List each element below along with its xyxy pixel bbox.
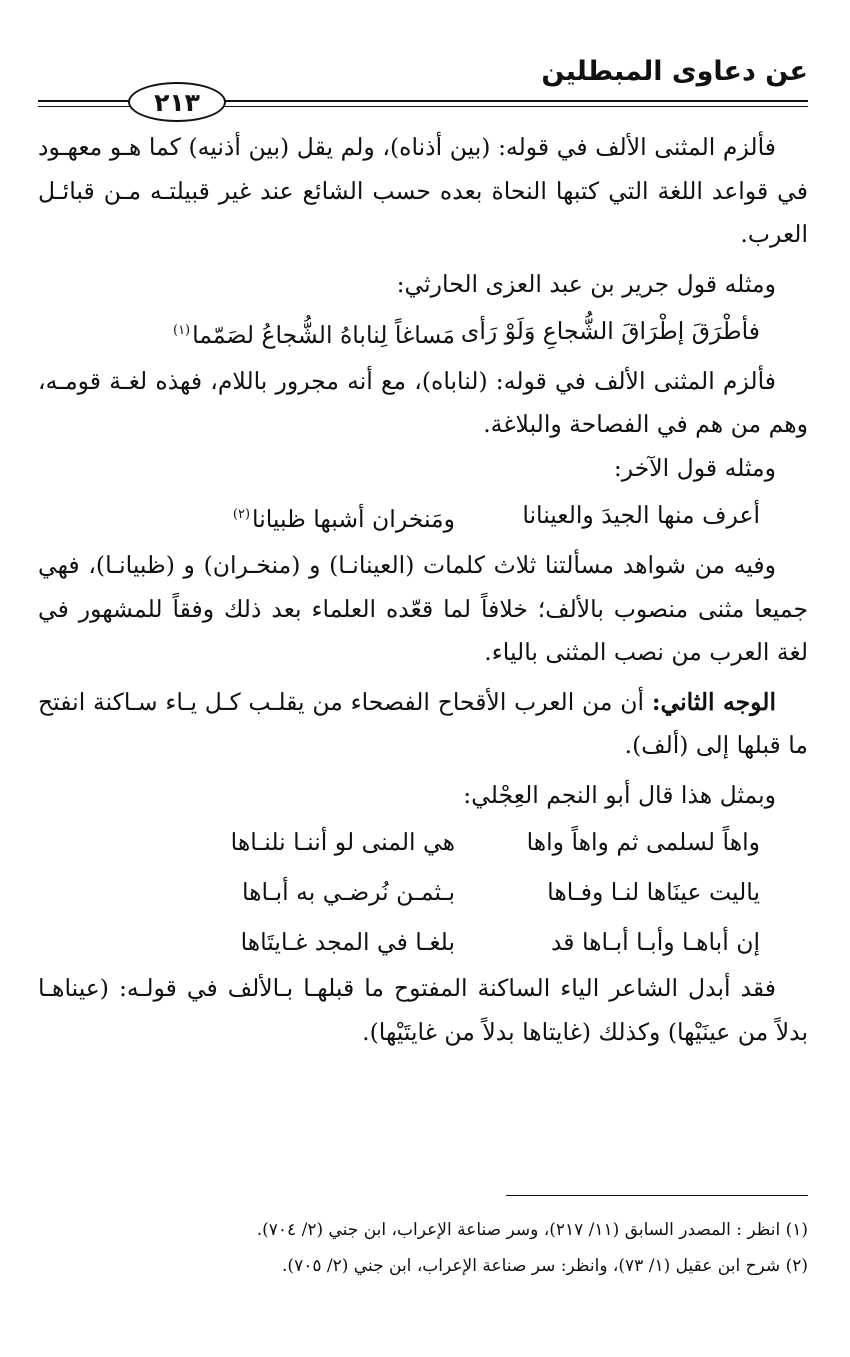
verse-hemistich-second — [145, 306, 455, 360]
footnote-separator — [506, 1195, 808, 1196]
paragraph: وبمثل هذا قال أبو النجم العِجْلي: — [463, 780, 776, 809]
paragraph: ومثله قول الآخر: — [613, 453, 776, 482]
verse-hemistich-first: فأطْرَقَ إطْرَاقَ الشُّجاعِ وَلَوْ رَأى — [460, 317, 760, 345]
verse-hemistich-second: بلغـا في المجد غـايتَاها — [240, 928, 455, 957]
running-title: عن دعاوى المبطلين — [541, 56, 808, 87]
section-lead: الوجه الثاني: — [651, 687, 776, 716]
verse-line — [38, 817, 808, 867]
footnotes — [38, 1212, 808, 1284]
verse-line — [38, 917, 808, 967]
paragraph: فألزم المثنى الألف في قوله: (لناباه)، مع أنه مجرور باللام، فهذه لغـة قومـه، وهم من هم في الفصاحة والبلاغة. — [38, 366, 808, 439]
paragraph: فألزم المثنى الألف في قوله: (بين أذناه)، ولم يقل (بين أذنيه) كما هـو معهـود في قواعد اللغة التي كتبها النحاة بعده حسب الشائع عند غير قبيلتـه مـن قبائـل العرب. — [38, 133, 808, 248]
verse-line — [38, 490, 808, 544]
main-text — [38, 126, 808, 1054]
paragraph: وفيه من شواهد مسألتنا ثلاث كلمات (العينانـا) و (منخـران) و (ظبيانـا)، فهي جميعا مثنى منصوب بالألف؛ خلافاً لما قعّده العلماء بعد ذلك وفقاً للمشهور في لغة العرب من نصب المثنى بالياء. — [38, 551, 808, 667]
footnote: (٢) شرح ابن عقيل (١/ ٧٣)، وانظر: سر صناعة الإعراب، ابن جني (٢/ ٧٠٥). — [282, 1256, 808, 1276]
verse-hemistich-second: بـثمـن نُرضـي به أبـاها — [241, 878, 455, 907]
footnote-ref[interactable]: (١) — [172, 323, 191, 338]
verse-hemistich-first: ياليت عينَاها لنـا وفـاها — [547, 878, 760, 907]
footnote: (١) انظر : المصدر السابق (١١/ ٢١٧)، وسر صناعة الإعراب، ابن جني (٢/ ٧٠٤). — [256, 1220, 808, 1240]
verse-hemistich-second — [145, 490, 455, 544]
verse-hemistich-first: واهاً لسلمى ثم واهاً واها — [526, 828, 760, 857]
verse-hemistich-second: هي المنى لو أننـا نلنـاها — [230, 828, 455, 857]
verse-hemistich-first: أعرف منها الجيدَ والعينانا — [522, 501, 760, 530]
verse-hemistich-text: ومَنخران أشبها ظبيانا — [252, 505, 455, 534]
verse-hemistich-first: إن أباهـا وأبـا أبـاها قد — [550, 928, 760, 957]
page-number-badge: ٢١٣ — [128, 82, 226, 122]
verse-hemistich-text: مَساغاً لِناباهُ الشُّجاعُ لصَمّما — [192, 320, 455, 349]
paragraph: فقد أبدل الشاعر الياء الساكنة المفتوح ما قبلهـا بـالألف في قولـه: (عيناهـا بدلاً من عينَيْها) وكذلك (غايتاها بدلاً من غايتَيْها). — [38, 974, 808, 1046]
paragraph: ومثله قول جرير بن عبد العزى الحارثي: — [396, 269, 776, 298]
verse-line — [38, 306, 808, 360]
verse-line — [38, 867, 808, 917]
paragraph-text: أن من العرب الأقحاح الفصحاء من يقلـب كـل يـاء سـاكنة انفتح ما قبلها إلى (ألف). — [38, 687, 808, 760]
book-page — [38, 0, 808, 1357]
paragraph — [38, 681, 808, 768]
footnote-ref[interactable]: (٢) — [232, 507, 251, 523]
